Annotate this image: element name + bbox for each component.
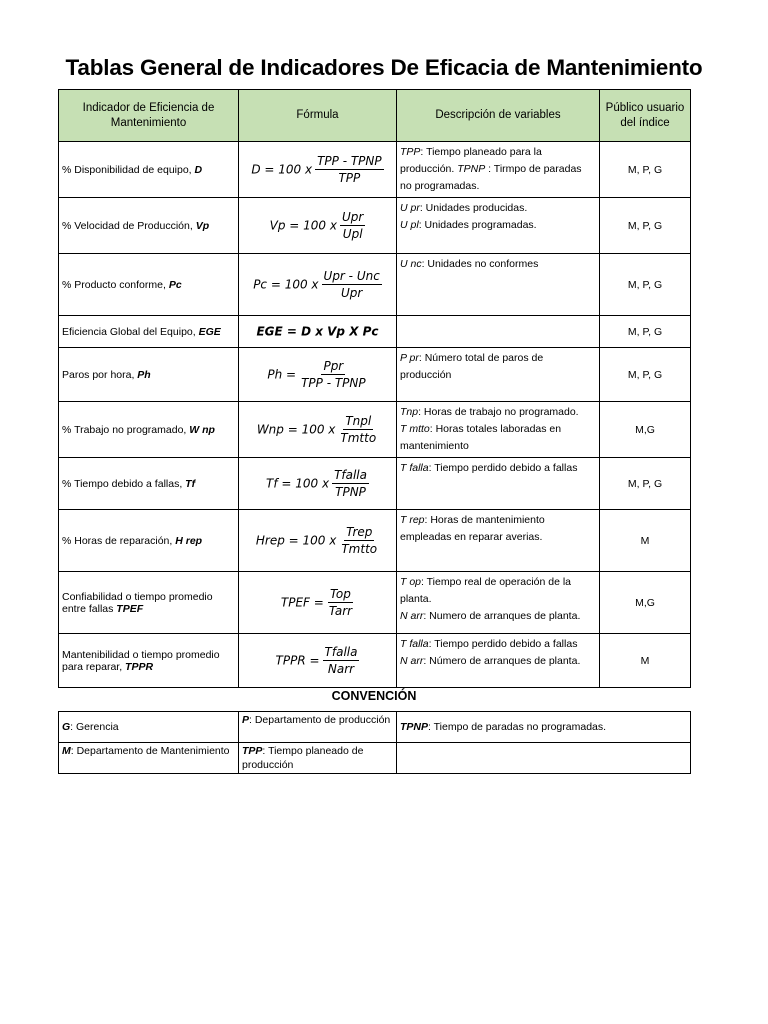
convention-key: TPP <box>242 745 263 757</box>
description-variable: N arr <box>400 610 424 622</box>
formula-lhs: Wnp = 100 x <box>256 422 336 437</box>
public-cell: M, P, G <box>600 348 691 402</box>
description-variable: U pl <box>400 219 419 231</box>
formula-cell <box>239 510 397 572</box>
indicator-cell <box>59 142 239 198</box>
header-description: Descripción de variables <box>397 90 600 142</box>
formula-cell <box>239 458 397 510</box>
indicator-label: % Velocidad de Producción, <box>62 219 193 232</box>
formula-denominator: Narr <box>327 662 355 676</box>
description-text: : Número total de paros de producción <box>400 352 544 381</box>
public-cell: M,G <box>600 572 691 634</box>
convention-cell <box>59 712 239 743</box>
description-line <box>400 258 538 270</box>
public-cell: M, P, G <box>600 142 691 198</box>
indicator-cell <box>59 198 239 254</box>
description-text: : Horas de trabajo no programado. <box>418 406 579 418</box>
description-cell <box>397 348 600 402</box>
formula-denominator: TPP <box>338 171 361 185</box>
public-cell: M, P, G <box>600 254 691 316</box>
description-text: : Tiempo real de operación de la planta. <box>400 576 572 605</box>
indicator-cell <box>59 458 239 510</box>
indicator-cell <box>59 634 239 688</box>
table-row <box>59 198 691 254</box>
description-variable: T falla <box>400 638 429 650</box>
formula-cell <box>239 348 397 402</box>
formula-lhs: Pc = 100 x <box>253 277 319 292</box>
description-variable: U nc <box>400 258 422 270</box>
convention-cell <box>239 712 397 743</box>
description-cell <box>397 142 600 198</box>
indicator-label: % Producto conforme, <box>62 278 166 291</box>
description-line <box>400 406 579 418</box>
formula-denominator: Upl <box>342 227 363 241</box>
indicator-variable: W np <box>189 423 215 436</box>
formula-fraction <box>323 645 360 676</box>
public-cell: M, P, G <box>600 198 691 254</box>
description-variable: T mtto <box>400 423 430 435</box>
formula-denominator: Tmtto <box>341 542 378 556</box>
header-formula: Fórmula <box>239 90 397 142</box>
convention-text: : Tiempo de paradas no programadas. <box>428 721 607 733</box>
description-text: : Horas de mantenimiento empleadas en reparar averias. <box>400 514 545 543</box>
formula-lhs: TPEF = <box>280 595 324 610</box>
convention-row <box>59 743 691 774</box>
convention-key: M <box>62 745 71 757</box>
formula-fraction <box>327 587 354 618</box>
convention-text: : Gerencia <box>70 721 119 733</box>
description-text: : Unidades no conformes <box>421 258 539 270</box>
formula-numerator: Ppr <box>323 359 344 373</box>
formula-numerator: Trep <box>346 525 373 539</box>
indicator-cell <box>59 402 239 458</box>
formula-fraction <box>322 269 382 300</box>
formula-denominator: Tarr <box>328 604 353 618</box>
description-line <box>400 514 545 543</box>
convention-text: : Tiempo planeado de producción <box>242 745 364 771</box>
description-line <box>400 352 543 381</box>
description-line <box>400 610 580 622</box>
table-row <box>59 348 691 402</box>
formula-numerator: TPP - TPNP <box>317 154 382 168</box>
convention-cell <box>239 743 397 774</box>
description-variable: U pr <box>400 202 420 214</box>
convention-title: CONVENCIÓN <box>331 689 417 703</box>
description-cell <box>397 510 600 572</box>
public-cell: M <box>600 510 691 572</box>
description-variable: T rep <box>400 514 425 526</box>
indicator-label: Eficiencia Global del Equipo, <box>62 325 196 338</box>
formula-lhs: Hrep = 100 x <box>255 533 337 548</box>
formula-cell <box>239 634 397 688</box>
indicator-label: Mantenibilidad o tiempo promedio para reparar, <box>62 648 220 673</box>
table-row <box>59 316 691 348</box>
formula-cell <box>239 402 397 458</box>
description-cell <box>397 198 600 254</box>
description-text: : Tiempo planeado para la producción. <box>400 146 542 175</box>
formula-denominator: Upr <box>341 286 363 300</box>
indicator-variable: Vp <box>195 219 210 232</box>
indicator-variable: TPEF <box>116 602 144 615</box>
formula-lhs: D = 100 x <box>251 162 313 177</box>
indicator-variable: D <box>194 163 203 176</box>
table-row <box>59 572 691 634</box>
formula-lhs: EGE = D x Vp X Pc <box>256 324 379 339</box>
formula-lhs: TPPR = <box>275 653 320 668</box>
description-text: : Número de arranques de planta. <box>423 655 581 667</box>
convention-key: G <box>62 721 71 733</box>
convention-text: : Departamento de Mantenimiento <box>70 745 230 757</box>
table-row <box>59 254 691 316</box>
formula-fraction <box>339 525 379 556</box>
indicator-variable: EGE <box>198 325 221 338</box>
description-variable: N arr <box>400 655 424 667</box>
description-line <box>400 638 577 650</box>
indicator-variable: Ph <box>137 368 151 381</box>
convention-key: P <box>242 714 250 726</box>
description-text: : Tirmpo de paradas no programadas. <box>400 163 582 192</box>
header-indicator: Indicador de Eficiencia de Mantenimiento <box>59 90 239 142</box>
formula-cell <box>239 142 397 198</box>
formula-fraction <box>332 468 369 499</box>
convention-cell <box>59 743 239 774</box>
indicator-label: Confiabilidad o tiempo promedio entre fallas <box>62 590 213 615</box>
description-cell <box>397 634 600 688</box>
formula-numerator: Upr - Unc <box>323 269 380 283</box>
header-public: Público usuario del índice <box>600 90 691 142</box>
formula-denominator: Tmtto <box>340 431 377 445</box>
indicator-cell <box>59 348 239 402</box>
description-variable: Tnp <box>400 406 419 418</box>
formula-cell <box>239 198 397 254</box>
formula-lhs: Ph = <box>267 367 297 382</box>
indicators-table <box>58 89 691 688</box>
formula-cell <box>239 254 397 316</box>
convention-cell <box>397 743 691 774</box>
convention-cell <box>397 712 691 743</box>
indicator-cell <box>59 572 239 634</box>
public-cell: M,G <box>600 402 691 458</box>
formula-numerator: Tfalla <box>334 468 367 482</box>
indicator-variable: TPPR <box>125 660 154 673</box>
indicator-cell <box>59 510 239 572</box>
indicator-variable: Pc <box>168 278 182 291</box>
indicator-label: % Horas de reparación, <box>62 534 173 547</box>
formula-fraction <box>340 210 365 241</box>
indicator-cell <box>59 254 239 316</box>
formula-fraction <box>315 154 384 185</box>
formula-denominator: TPNP <box>335 485 366 499</box>
formula-denominator: TPP - TPNP <box>301 376 366 390</box>
description-line <box>400 576 571 605</box>
description-cell <box>397 572 600 634</box>
description-cell <box>397 402 600 458</box>
formula-fraction <box>299 359 368 390</box>
description-line <box>400 423 561 452</box>
table-row <box>59 458 691 510</box>
description-variable: TPNP <box>457 163 486 175</box>
convention-table <box>58 711 691 774</box>
table-row <box>59 142 691 198</box>
description-line <box>400 219 537 231</box>
indicator-label: % Tiempo debido a fallas, <box>62 477 183 490</box>
table-row <box>59 510 691 572</box>
formula-cell <box>239 316 397 348</box>
description-cell <box>397 316 600 348</box>
description-text: : Unidades programadas. <box>418 219 537 231</box>
description-variable: T falla <box>400 462 429 474</box>
formula-lhs: Tf = 100 x <box>266 476 330 491</box>
formula-numerator: Top <box>330 587 351 601</box>
description-text: : Tiempo perdido debido a fallas <box>428 462 578 474</box>
formula-fraction <box>338 414 378 445</box>
description-cell <box>397 458 600 510</box>
indicator-cell <box>59 316 239 348</box>
public-cell: M <box>600 634 691 688</box>
description-variable: TPP <box>400 146 421 158</box>
description-variable: P pr <box>400 352 419 364</box>
indicator-variable: H rep <box>175 534 203 547</box>
description-text: : Unidades producidas. <box>419 202 528 214</box>
convention-row <box>59 712 691 743</box>
description-text: : Tiempo perdido debido a fallas <box>428 638 578 650</box>
description-variable: T op <box>400 576 422 588</box>
formula-numerator: Tfalla <box>324 645 358 659</box>
table-row <box>59 402 691 458</box>
description-line <box>400 655 580 667</box>
indicator-label: % Disponibilidad de equipo, <box>62 163 192 176</box>
formula-numerator: Tnpl <box>345 414 372 428</box>
convention-key: TPNP <box>400 721 429 733</box>
formula-cell <box>239 572 397 634</box>
formula-numerator: Upr <box>342 210 364 224</box>
description-text: : Numero de arranques de planta. <box>423 610 581 622</box>
indicator-label: Paros por hora, <box>62 368 135 381</box>
description-text: : Horas totales laboradas en mantenimiento <box>400 423 562 452</box>
table-row <box>59 634 691 688</box>
indicator-label: % Trabajo no programado, <box>62 423 187 436</box>
convention-text: : Departamento de producción <box>249 714 391 726</box>
description-line <box>400 462 577 474</box>
description-line <box>400 202 527 214</box>
public-cell: M, P, G <box>600 316 691 348</box>
formula-lhs: Vp = 100 x <box>269 218 337 233</box>
page-title: Tablas General de Indicadores De Eficacia de Mantenimiento <box>65 55 703 80</box>
public-cell: M, P, G <box>600 458 691 510</box>
indicator-variable: Tf <box>185 477 196 490</box>
description-cell <box>397 254 600 316</box>
